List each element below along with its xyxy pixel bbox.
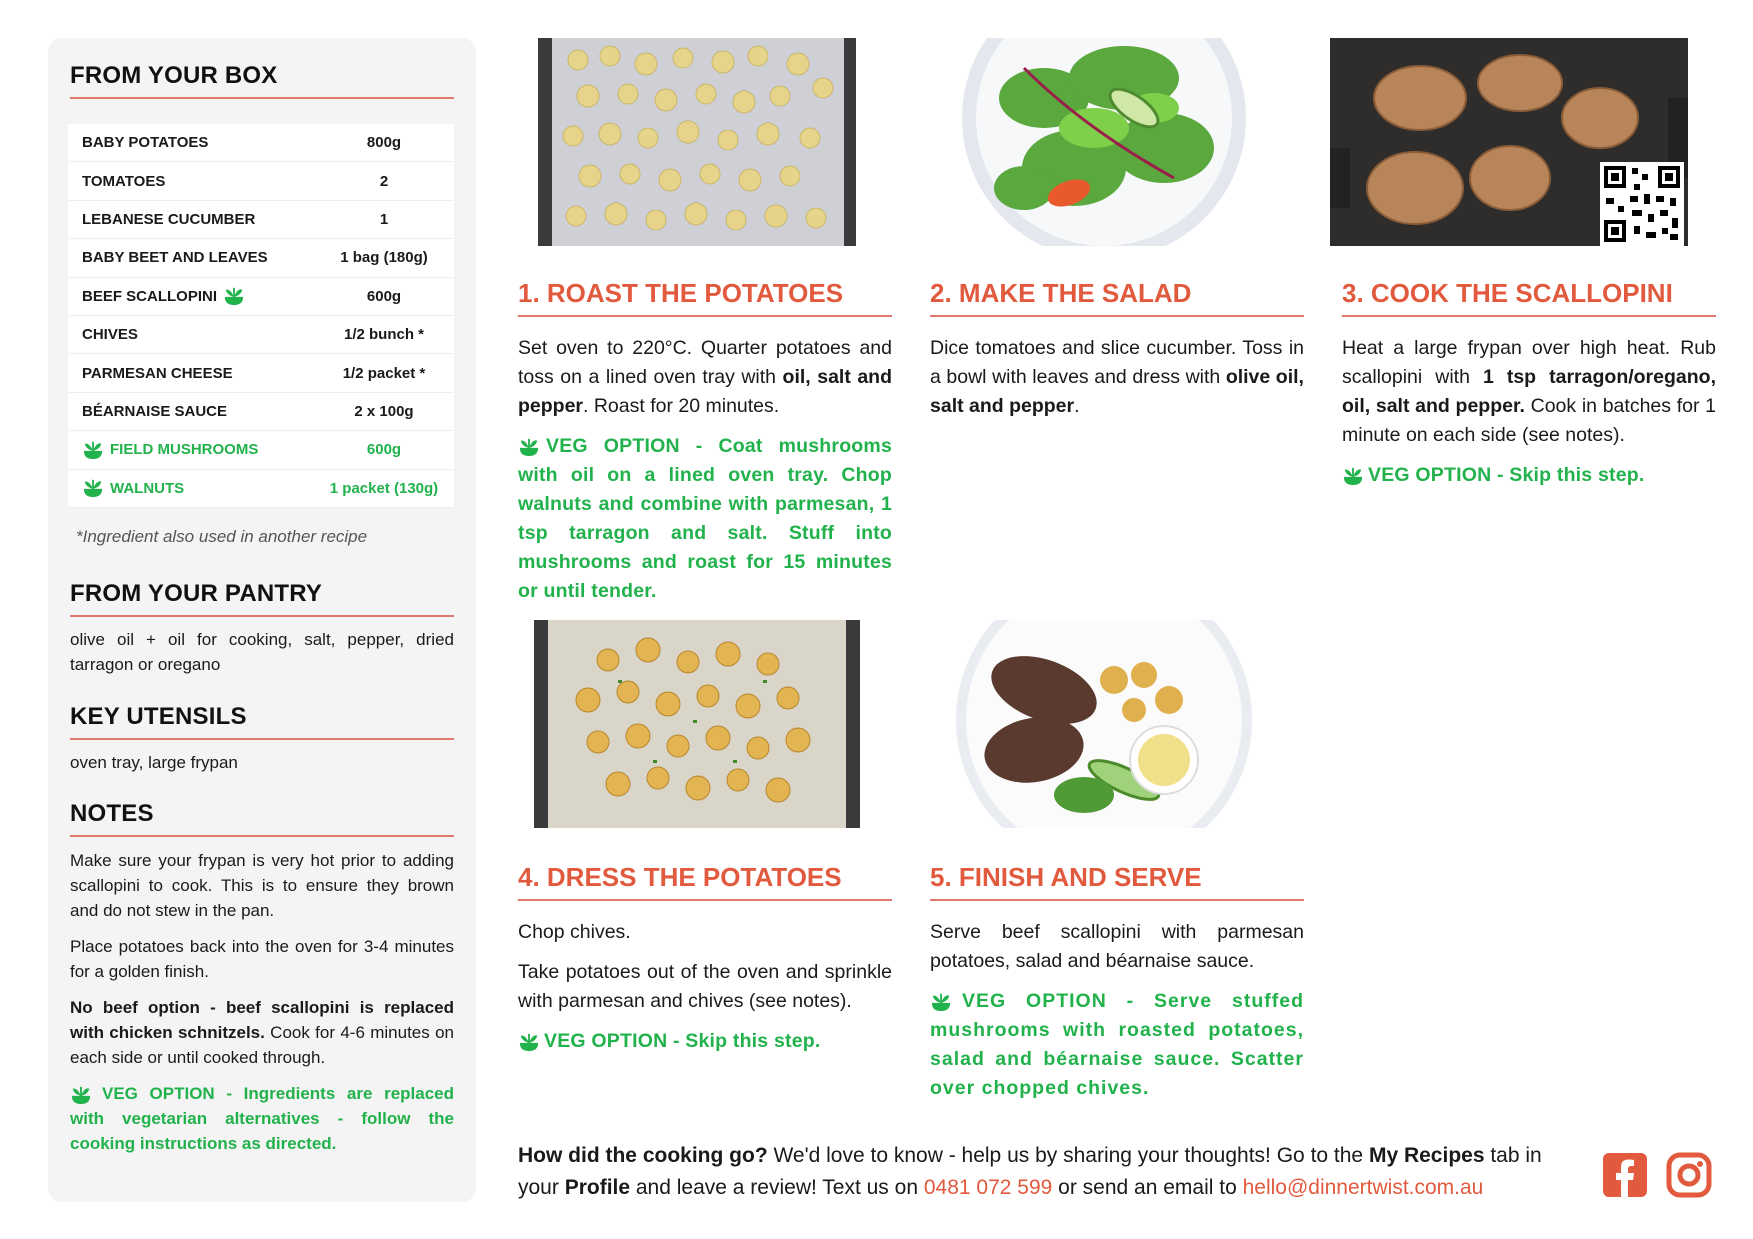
step-5-veg — [930, 987, 1304, 1103]
feedback-text-a: We'd love to know - help us by sharing your thoughts! Go to the — [767, 1144, 1369, 1167]
leaf-icon — [70, 1085, 92, 1105]
step-3-instructions — [1342, 334, 1716, 450]
profile-label: Profile — [564, 1176, 631, 1199]
utensils-title: KEY UTENSILS — [70, 703, 454, 740]
ingredient-row — [68, 239, 454, 277]
step-3-body — [1342, 334, 1716, 501]
feedback-text-d: or send an email to — [1052, 1176, 1243, 1199]
leaf-icon — [223, 286, 245, 306]
step-3-bold: 1 tsp tarragon/oregano, oil, salt and pepper. — [1342, 366, 1716, 417]
step-1-body — [518, 334, 892, 617]
ingredient-row-veg — [68, 470, 454, 508]
ingredient-name: PARMESAN CHEESE — [82, 364, 233, 382]
ingredients-panel — [48, 38, 476, 1202]
step-2-text-b: . — [1074, 395, 1080, 417]
box-title: FROM YOUR BOX — [70, 62, 454, 99]
roast-potatoes-photo — [518, 38, 878, 246]
ingredient-name: LEBANESE CUCUMBER — [82, 210, 256, 228]
step-1-text-a: Set oven to 220°C. Quarter potatoes and toss on a lined oven tray with — [518, 337, 892, 388]
ingredient-name: BEEF SCALLOPINI — [82, 287, 218, 305]
feedback-message — [518, 1140, 1578, 1204]
step-4-veg — [518, 1027, 892, 1056]
salad-photo — [924, 38, 1284, 246]
ingredient-row-veg — [68, 431, 454, 469]
step-3-veg-text: VEG OPTION - Skip this step. — [1368, 464, 1645, 486]
ingredient-qty: 600g — [366, 287, 402, 305]
ingredient-qty: 2 — [379, 172, 389, 190]
feedback-text-b: tab in your — [518, 1144, 1542, 1199]
step-2-instructions — [930, 334, 1304, 421]
notes-body — [70, 848, 454, 1167]
step-3-text-b: Cook in batches for 1 minute on each side (see notes). — [1342, 395, 1717, 446]
ingredient-name: BABY POTATOES — [82, 134, 209, 152]
step-1-instructions — [518, 334, 892, 421]
step-1-veg-text: VEG OPTION - Coat mushrooms with oil on a lined oven tray. Chop walnuts and combine with parmesan, 1 tsp tarragon and salt. Stuff into mushrooms and roast for 15 minutes or until tender. — [518, 435, 892, 602]
table-note: *Ingredient also used in another recipe — [76, 527, 368, 546]
step-2-body — [930, 334, 1304, 432]
feedback-question: How did the cooking go? — [518, 1144, 768, 1167]
leaf-icon — [518, 437, 540, 457]
notes-title: NOTES — [70, 800, 454, 837]
step-5-veg-text: VEG OPTION - Serve stuffed mushrooms with roasted potatoes, salad and béarnaise sauce. Scatter over chopped chives. — [930, 990, 1304, 1099]
leaf-icon — [930, 992, 952, 1012]
ingredient-row — [68, 393, 454, 431]
ingredient-name: WALNUTS — [110, 479, 185, 497]
phone-number-link[interactable]: 0481 072 599 — [923, 1176, 1053, 1199]
note-veg — [70, 1081, 454, 1156]
utensils-text: oven tray, large frypan — [70, 753, 238, 772]
ingredient-qty: 1/2 packet * — [342, 364, 426, 382]
ingredient-qty: 1 — [379, 210, 389, 228]
step-4-sprinkle: Take potatoes out of the oven and sprinkle with parmesan and chives (see notes). — [518, 961, 892, 1012]
ingredient-row — [68, 201, 454, 239]
step-4-title: 4. DRESS THE POTATOES — [518, 862, 892, 901]
ingredient-qty: 800g — [366, 134, 402, 152]
ingredient-name: CHIVES — [82, 326, 138, 344]
ingredient-row — [68, 124, 454, 162]
ingredient-name-wrap — [82, 286, 245, 306]
ingredient-qty: 600g — [366, 441, 402, 459]
step-3-text-a: Heat a large frypan over high heat. Rub scallopini with — [1342, 337, 1716, 388]
step-3-title: 3. COOK THE SCALLOPINI — [1342, 278, 1716, 317]
step-5-title: 5. FINISH AND SERVE — [930, 862, 1304, 901]
ingredient-row — [68, 354, 454, 392]
step-1-bold: oil, salt and pepper — [518, 366, 892, 417]
ingredient-qty: 2 x 100g — [354, 402, 414, 420]
step-4-chop: Chop chives. — [518, 921, 631, 943]
step-1-title: 1. ROAST THE POTATOES — [518, 278, 892, 317]
email-link[interactable]: hello@dinnertwist.com.au — [1242, 1176, 1484, 1199]
step-2-title: 2. MAKE THE SALAD — [930, 278, 1304, 317]
step-2-text-a: Dice tomatoes and slice cucumber. Toss in a bowl with leaves and dress with — [930, 337, 1304, 388]
step-4-veg-text: VEG OPTION - Skip this step. — [544, 1030, 821, 1052]
ingredient-name-wrap — [82, 478, 184, 498]
step-5-serve: Serve beef scallopini with parmesan potatoes, salad and béarnaise sauce. — [930, 921, 1304, 972]
note-veg-text: VEG OPTION - Ingredients are replaced with vegetarian alternatives - follow the cooking instructions as directed. — [70, 1084, 454, 1153]
ingredient-qty: 1 packet (130g) — [329, 479, 439, 497]
ingredient-row — [68, 278, 454, 316]
step-2-bold: olive oil, salt and pepper — [930, 366, 1304, 417]
step-3-veg — [1342, 461, 1716, 490]
note-no-beef-rest: Cook for 4-6 minutes on each side or until cooked through. — [70, 1023, 454, 1067]
qr-code — [1600, 162, 1684, 246]
step-1-text-b: . Roast for 20 minutes. — [583, 395, 780, 417]
leaf-icon — [82, 478, 104, 498]
ingredient-name: FIELD MUSHROOMS — [110, 441, 259, 459]
facebook-icon[interactable] — [1602, 1152, 1648, 1198]
finished-plate-photo — [924, 620, 1284, 828]
note-no-beef — [70, 995, 454, 1070]
pantry-text: olive oil + oil for cooking, salt, pepper, dried tarragon or oregano — [70, 630, 454, 674]
leaf-icon — [82, 440, 104, 460]
ingredient-name-wrap — [82, 440, 258, 460]
step-4-body — [518, 918, 892, 1067]
ingredient-row — [68, 162, 454, 200]
step-5-body — [930, 918, 1304, 1114]
ingredient-name: BABY BEET AND LEAVES — [82, 249, 268, 267]
note-no-beef-bold: No beef option - beef scallopini is replaced with chicken schnitzels. — [70, 998, 454, 1042]
dressed-potatoes-photo — [518, 620, 878, 828]
leaf-icon — [518, 1032, 540, 1052]
ingredient-row — [68, 316, 454, 354]
note-golden-finish: Place potatoes back into the oven for 3-4 minutes for a golden finish. — [70, 937, 454, 981]
ingredient-qty: 1/2 bunch * — [343, 326, 425, 344]
instagram-icon[interactable] — [1666, 1152, 1712, 1198]
leaf-icon — [1342, 466, 1364, 486]
ingredient-name: TOMATOES — [82, 172, 166, 190]
feedback-text-c: and leave a review! Text us on — [630, 1176, 924, 1199]
scallopini-pan-photo — [1330, 38, 1688, 246]
step-1-veg — [518, 432, 892, 606]
ingredient-table — [68, 124, 454, 508]
my-recipes-label: My Recipes — [1368, 1144, 1485, 1167]
ingredient-name: BÉARNAISE SAUCE — [82, 402, 228, 420]
note-hot-frypan: Make sure your frypan is very hot prior to adding scallopini to cook. This is to ensure they brown and do not stew in the pan. — [70, 851, 454, 920]
ingredient-qty: 1 bag (180g) — [340, 249, 428, 267]
pantry-title: FROM YOUR PANTRY — [70, 580, 454, 617]
